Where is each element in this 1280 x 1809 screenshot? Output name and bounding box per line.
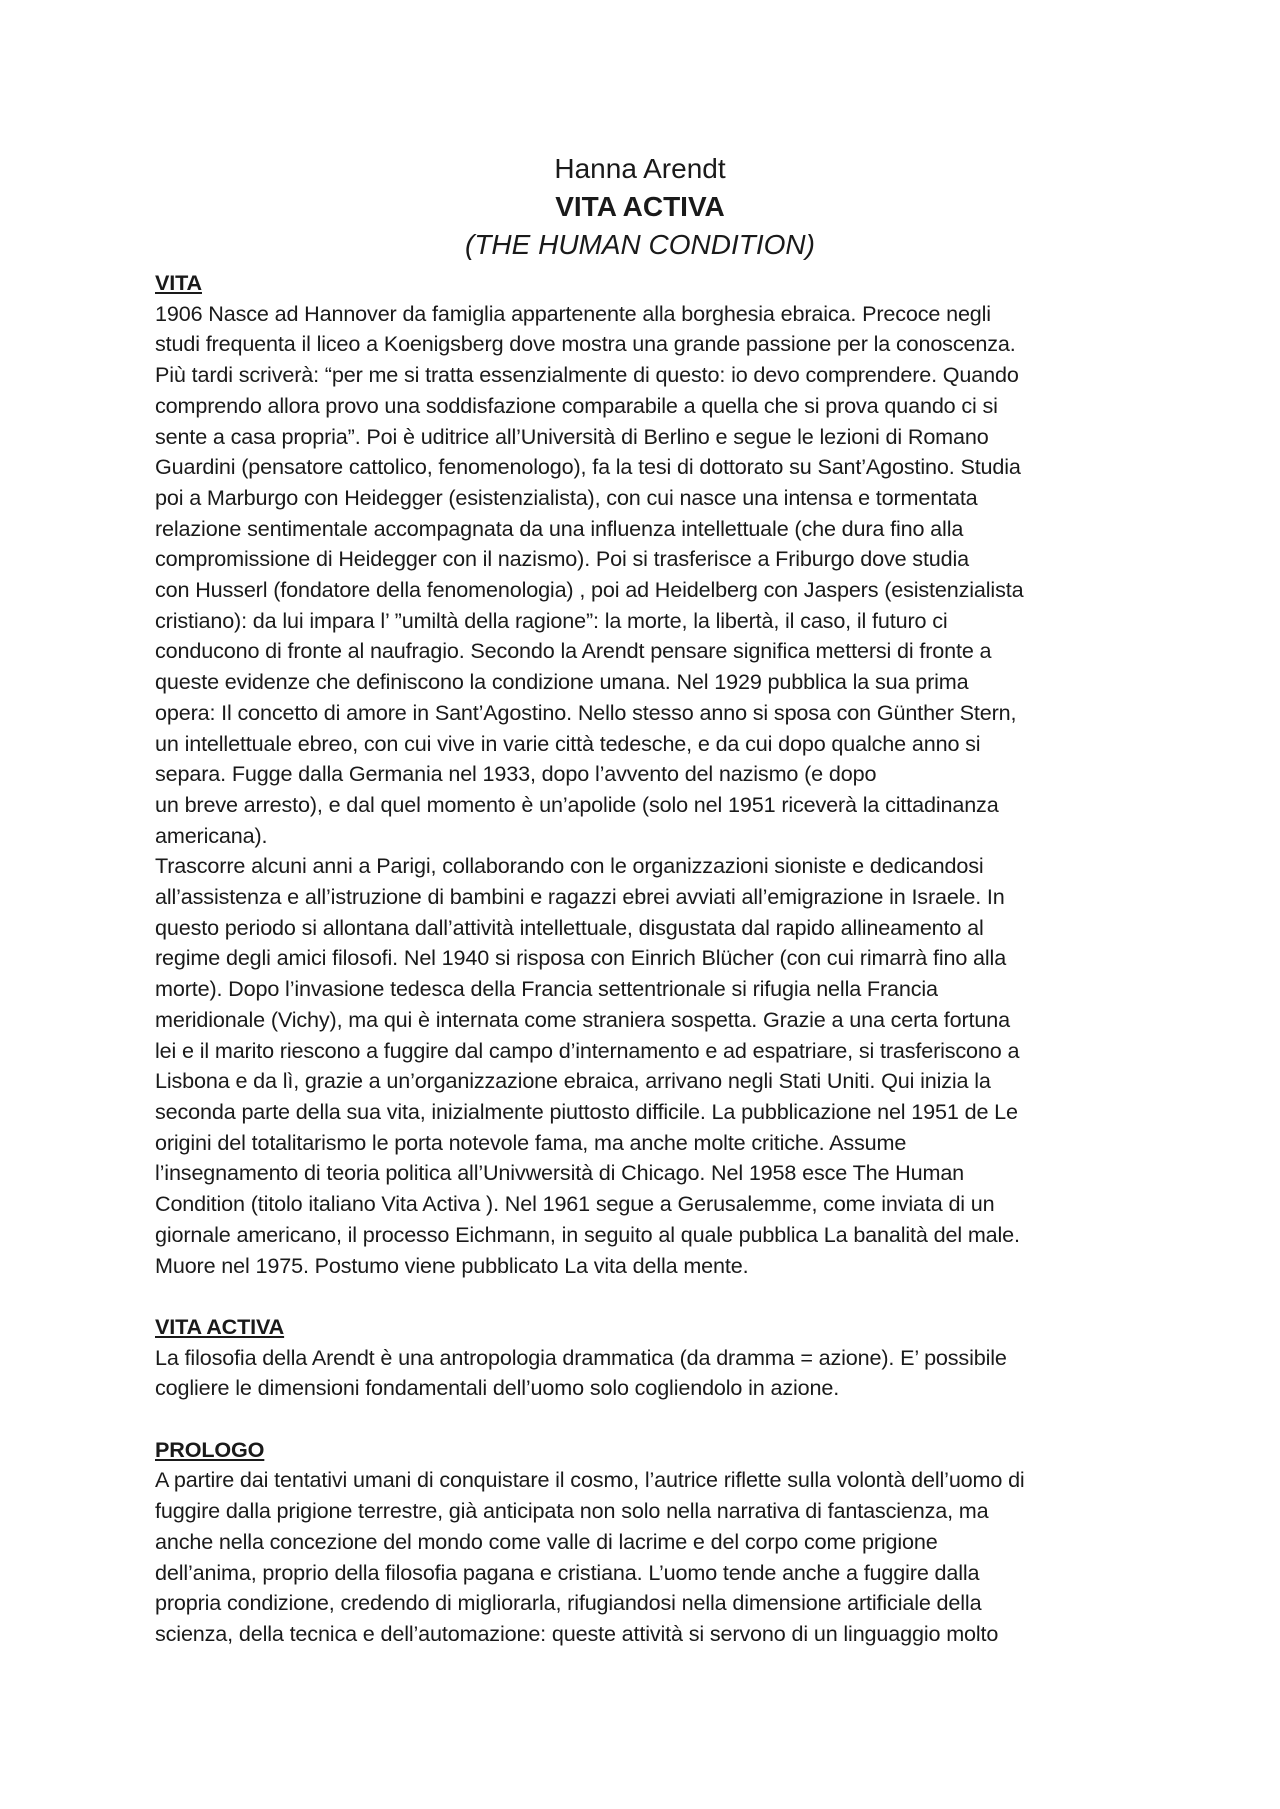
text-line: meridionale (Vichy), ma qui è internata come straniera sospetta. Grazie a una certa fortuna [155, 1006, 1010, 1032]
text-line: studi frequenta il liceo a Koenigsberg dove mostra una grande passione per la conoscenza. [155, 331, 1016, 357]
text-line: un breve arresto), e dal quel momento è un’apolide (solo nel 1951 riceverà la cittadinanza [155, 791, 999, 817]
text-line: lei e il marito riescono a fuggire dal campo d’internamento e ad espatriare, si trasferiscono a [155, 1037, 1020, 1063]
text-line: separa. Fugge dalla Germania nel 1933, dopo l’avvento del nazismo (e dopo [155, 761, 877, 787]
text-line: Muore nel 1975. Postumo viene pubblicato La vita della mente. [155, 1252, 749, 1278]
text-line: Guardini (pensatore cattolico, fenomenologo), fa la tesi di dottorato su Sant’Agostino. Studia [155, 454, 1021, 480]
text-line: propria condizione, credendo di migliorarla, rifugiandosi nella dimensione artificiale della [155, 1590, 982, 1616]
section-prologo-text [155, 1465, 1145, 1649]
text-line: fuggire dalla prigione terrestre, già anticipata non solo nella narrativa di fantascienza, ma [155, 1498, 989, 1524]
text-line: sente a casa propria”. Poi è uditrice all’Università di Berlino e segue le lezioni di Romano [155, 423, 989, 449]
text-line: con Husserl (fondatore della fenomenologia) , poi ad Heidelberg con Jaspers (esistenzialista [155, 577, 1024, 603]
text-line: La filosofia della Arendt è una antropologia drammatica (da dramma = azione). E’ possibile [155, 1344, 1007, 1370]
text-line: cogliere le dimensioni fondamentali dell’uomo solo cogliendolo in azione. [155, 1375, 840, 1401]
section-vita-activa-text [155, 1343, 1145, 1404]
author-name: Hanna Arendt [554, 153, 726, 184]
text-line: queste evidenze che definiscono la condizione umana. Nel 1929 pubblica la sua prima [155, 669, 969, 695]
section-heading-prologo: PROLOGO [155, 1436, 265, 1462]
text-line: Lisbona e da lì, grazie a un’organizzazione ebraica, arrivano negli Stati Uniti. Qui inizia la [155, 1068, 991, 1094]
text-line: seconda parte della sua vita, inizialmente piuttosto difficile. La pubblicazione nel 1951 de Le [155, 1098, 1018, 1124]
text-line: compromissione di Heidegger con il nazismo). Poi si trasferisce a Friburgo dove studia [155, 546, 970, 572]
book-title: VITA ACTIVA [555, 191, 725, 222]
text-line: origini del totalitarismo le porta notevole fama, ma anche molte critiche. Assume [155, 1129, 907, 1155]
text-line: poi a Marburgo con Heidegger (esistenzialista), con cui nasce una intensa e tormentata [155, 484, 978, 510]
text-line: relazione sentimentale accompagnata da una influenza intellettuale (che dura fino alla [155, 515, 964, 541]
text-line: Trascorre alcuni anni a Parigi, collaborando con le organizzazioni sioniste e dedicandosi [155, 853, 984, 879]
document-body [155, 268, 1145, 1650]
text-line: morte). Dopo l’invasione tedesca della Francia settentrionale si rifugia nella Francia [155, 976, 938, 1002]
section-vita-text [155, 299, 1145, 1282]
text-line: regime degli amici filosofi. Nel 1940 si risposa con Einrich Blücher (con cui rimarrà fino alla [155, 945, 1007, 971]
text-line: questo periodo si allontana dall’attività intellettuale, disgustata dal rapido allineamento al [155, 914, 984, 940]
text-line: anche nella concezione del mondo come valle di lacrime e del corpo come prigione [155, 1528, 938, 1554]
book-subtitle: (THE HUMAN CONDITION) [465, 229, 815, 260]
text-line: 1906 Nasce ad Hannover da famiglia appartenente alla borghesia ebraica. Precoce negli [155, 300, 991, 326]
text-line: scienza, della tecnica e dell’automazione: queste attività si servono di un linguaggio molto [155, 1620, 999, 1646]
paragraph-gap [155, 1281, 1145, 1312]
text-line: dell’anima, proprio della filosofia pagana e cristiana. L’uomo tende anche a fuggire dalla [155, 1559, 980, 1585]
paragraph-gap [155, 1404, 1145, 1435]
section-heading-vita-activa: VITA ACTIVA [155, 1313, 285, 1339]
text-line: Condition (titolo italiano Vita Activa ). Nel 1961 segue a Gerusalemme, come inviata di un [155, 1191, 995, 1217]
section-heading-vita: VITA [155, 270, 202, 295]
text-line: conducono di fronte al naufragio. Secondo la Arendt pensare significa mettersi di fronte a [155, 638, 992, 664]
text-line: A partire dai tentativi umani di conquistare il cosmo, l’autrice riflette sulla volontà dell’uomo di [155, 1467, 1025, 1493]
text-line: all’assistenza e all’istruzione di bambini e ragazzi ebrei avviati all’emigrazione in Israele. In [155, 884, 1005, 910]
text-line: l’insegnamento di teoria politica all’Univwersità di Chicago. Nel 1958 esce The Human [155, 1160, 965, 1186]
text-line: opera: Il concetto di amore in Sant’Agostino. Nello stesso anno si sposa con Günther Stern, [155, 699, 1017, 725]
text-line: giornale americano, il processo Eichmann, in seguito al quale pubblica La banalità del male. [155, 1221, 1020, 1247]
document-title-block [0, 150, 1280, 264]
text-line: cristiano): da lui impara l’ ”umiltà della ragione”: la morte, la libertà, il caso, il futuro ci [155, 607, 948, 633]
text-line: Più tardi scriverà: “per me si tratta essenzialmente di questo: io devo comprendere. Quando [155, 362, 1019, 388]
text-line: americana). [155, 822, 268, 848]
text-line: comprendo allora provo una soddisfazione comparabile a quella che si prova quando ci si [155, 392, 998, 418]
text-line: un intellettuale ebreo, con cui vive in varie città tedesche, e da cui dopo qualche anno si [155, 730, 981, 756]
